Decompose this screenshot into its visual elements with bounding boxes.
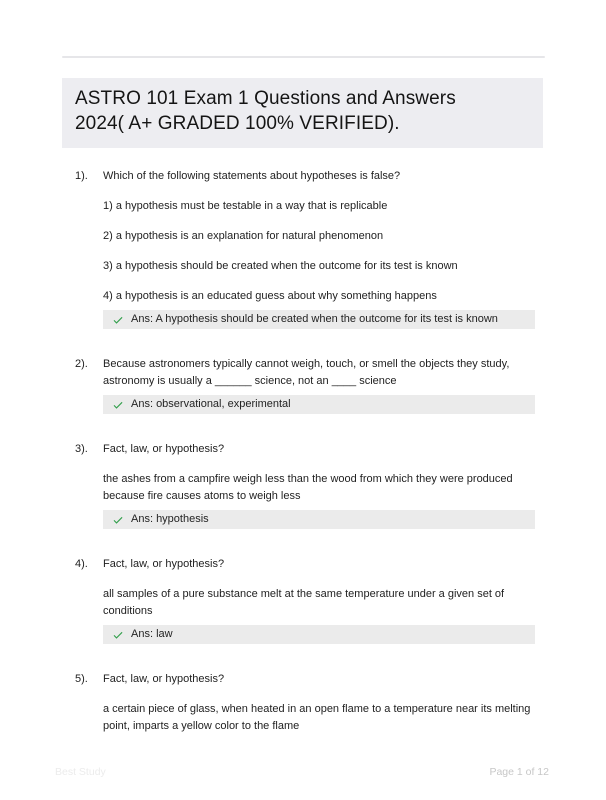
question-text: Which of the following statements about hypotheses is false? (103, 170, 401, 182)
answer-text: Ans: observational, experimental (131, 398, 291, 410)
questions-list (62, 168, 543, 735)
answer-box (103, 310, 535, 329)
question-text: Fact, law, or hypothesis? (103, 673, 225, 685)
question-item (62, 556, 543, 644)
answer-text: Ans: law (131, 628, 173, 640)
answer-box (103, 395, 535, 414)
question-text: Because astronomers typically cannot weigh, touch, or smell the objects they study, astronomy is usually a ______ science, not an ____ science (103, 358, 510, 387)
page-divider (62, 56, 545, 58)
question-content (103, 168, 543, 329)
check-icon (112, 399, 124, 411)
question-item (62, 168, 543, 329)
question-content (103, 441, 543, 529)
title-banner (62, 78, 543, 148)
question-text: Fact, law, or hypothesis? (103, 443, 225, 455)
question-content (103, 556, 543, 644)
check-icon (112, 514, 124, 526)
question-body: all samples of a pure substance melt at the same temperature under a given set of conditions (103, 588, 505, 617)
question-number: 1). (75, 170, 88, 182)
answer-text: Ans: hypothesis (131, 513, 209, 525)
check-icon (112, 629, 124, 641)
question-text: Fact, law, or hypothesis? (103, 558, 225, 570)
watermark-brand: Best Study (55, 766, 106, 778)
question-number: 2). (75, 358, 88, 370)
question-number: 4). (75, 558, 88, 570)
answer-box (103, 510, 535, 529)
question-body: the ashes from a campfire weigh less than the wood from which they were produced because fire causes atoms to weigh less (103, 473, 513, 502)
question-number: 3). (75, 443, 88, 455)
question-item (62, 356, 543, 414)
question-item (62, 671, 543, 735)
question-content (103, 356, 543, 414)
question-body: a certain piece of glass, when heated in an open flame to a temperature near its melting point, imparts a yellow color to the flame (103, 703, 531, 732)
page-title-line: 2024( A+ GRADED 100% VERIFIED). (75, 113, 400, 134)
question-number: 5). (75, 673, 88, 685)
question-item (62, 441, 543, 529)
question-option: 4) a hypothesis is an educated guess about why something happens (103, 290, 437, 302)
check-icon (112, 314, 124, 326)
question-option: 1) a hypothesis must be testable in a way that is replicable (103, 200, 388, 212)
answer-box (103, 625, 535, 644)
question-content (103, 671, 543, 735)
page-number: Page 1 of 12 (489, 766, 549, 778)
answer-text: Ans: A hypothesis should be created when the outcome for its test is known (131, 313, 498, 325)
question-option: 3) a hypothesis should be created when the outcome for its test is known (103, 260, 458, 272)
page-title-line: ASTRO 101 Exam 1 Questions and Answers (75, 88, 456, 109)
question-option: 2) a hypothesis is an explanation for natural phenomenon (103, 230, 384, 242)
document-page (62, 78, 543, 762)
